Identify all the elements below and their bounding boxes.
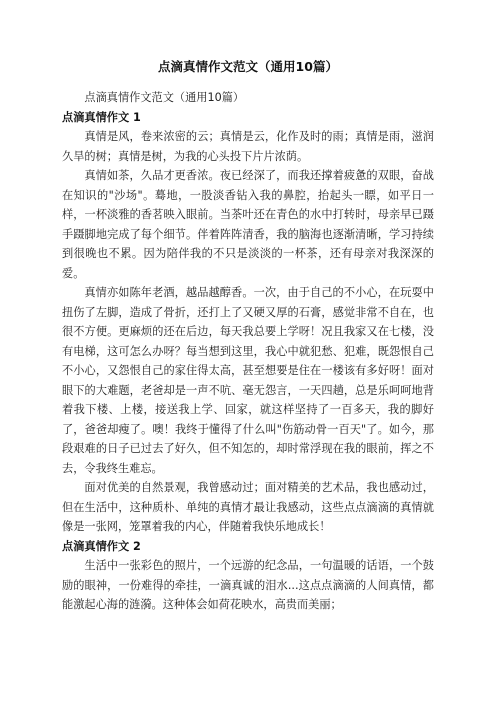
paragraph: 真情亦如陈年老酒，越品越醇香。一次，由于自己的不小心，在玩耍中扭伤了左脚，造成了骨折，还打上了又硬又厚的石膏，感觉非常不自在，也很不方便。更麻烦的还在后边，每天我总要上学呀！况且我家又在七楼，没有电梯，这可怎么办呀？每当想到这里，我心中就犯愁、犯难，既怨恨自己不小心，又怨恨自己的家住得太高，甚至想要是住在一楼该有多好呀！面对眼下的大难题，老爸却是一声不吭、毫无怨言，一天四趟，总是乐呵呵地背着我下楼、上楼，接送我上学、回家，就这样坚持了一百多天，我的脚好了，爸爸却瘦了。噢！我终于懂得了什么叫"伤筋动骨一百天"了。如今，那段艰难的日子已过去了好久，但不知怎的，却时常浮现在我的眼前，挥之不去，令我终生难忘。 [62, 286, 434, 475]
paragraph: 面对优美的自然景观，我曾感动过；面对精美的艺术品，我也感动过，但在生活中，这种质朴、单纯的真情才最让我感动，这些点点滴滴的真情就像是一张网，笼罩着我的内心，伴随着我快乐地成长！ [62, 481, 434, 533]
paragraph: 真情如茶，久品才更香浓。夜已经深了，而我还撑着疲惫的双眼，奋战在知识的"沙场"。蓦地，一股淡香钻入我的鼻腔，抬起头一瞟，如平日一样，一杯淡雅的香茗映入眼前。当茶叶还在青色的水中打转时，母亲早已蹑手蹑脚地完成了每个细节。伴着阵阵清香，我的脑海也逐渐清晰，学习持续到很晚也不累。因为陪伴我的不只是淡淡的一杯茶，还有母亲对我深深的爱。 [62, 169, 434, 280]
section-heading-2: 点滴真情作文 2 [62, 539, 141, 553]
paragraph: 生活中一张彩色的照片，一个远游的纪念品，一句温暖的话语，一个鼓励的眼神，一份难得的牵挂，一滴真诚的泪水...这点点滴滴的人间真情，都能激起心海的涟漪。这种体会如荷花映水，高贵而美丽； [62, 559, 434, 611]
document-title: 点滴真情作文范文（通用10篇） [158, 59, 338, 74]
section-heading-1: 点滴真情作文 1 [62, 110, 141, 124]
paragraph: 真情是风，卷来浓密的云；真情是云，化作及时的雨；真情是雨，滋润久旱的树；真情是树，为我的心头投下片片浓荫。 [62, 130, 434, 163]
document-subtitle: 点滴真情作文范文（通用10篇） [84, 91, 245, 104]
